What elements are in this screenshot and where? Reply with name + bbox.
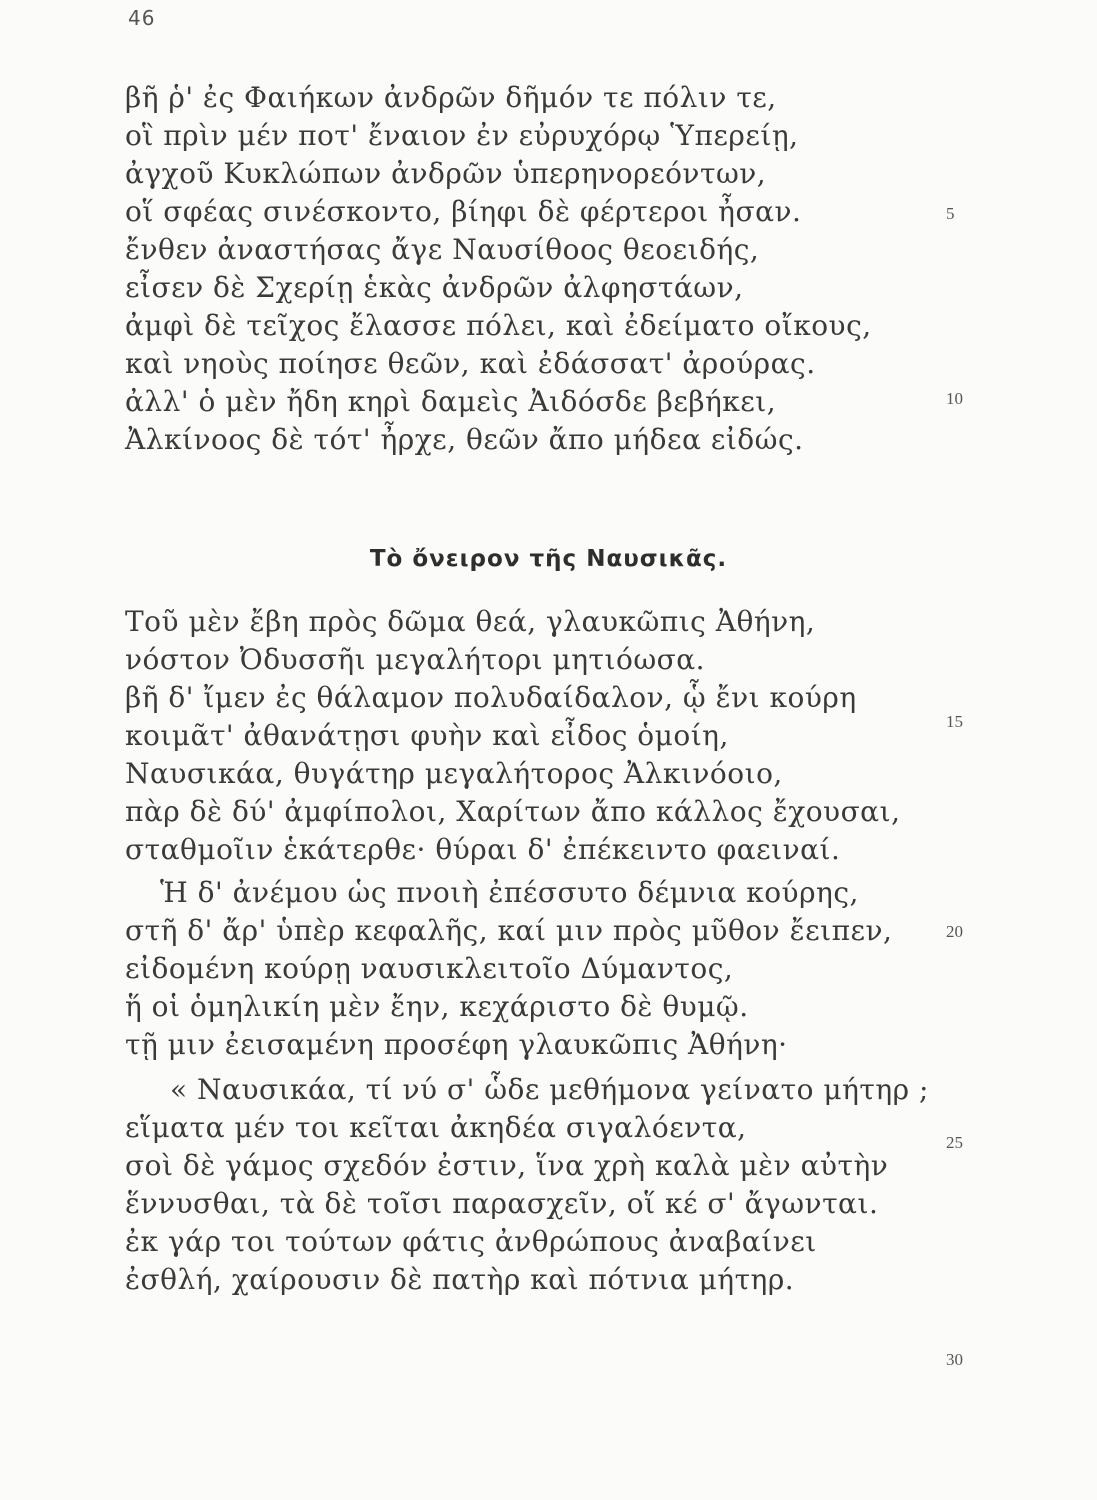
verse-line: ἕννυσθαι, τὰ δὲ τοῖσι παρασχεῖν, οἵ κέ σ' ἄγωνται. [125,1187,879,1220]
verse-line: σταθμοῖιν ἑκάτερθε· θύραι δ' ἐπέκειντο φαειναί. [125,833,841,866]
verse-line: νόστον Ὀδυσσῆι μεγαλήτορι μητιόωσα. [125,643,706,676]
verse-line: Τοῦ μὲν ἔβη πρὸς δῶμα θεά, γλαυκῶπις Ἀθήνη, [125,605,816,638]
verse-line: ἀγχοῦ Κυκλώπων ἀνδρῶν ὑπερηνορεόντων, [125,157,767,190]
verse-line: Ἀλκίνοος δὲ τότ' ἦρχε, θεῶν ἄπο μήδεα εἰδώς. [125,423,804,456]
verse-line: ἥ οἱ ὁμηλικίη μὲν ἔην, κεχάριστο δὲ θυμῷ. [125,990,749,1023]
verse-line: βῆ δ' ἴμεν ἐς θάλαμον πολυδαίδαλον, ᾧ ἔνι κούρη [125,681,857,714]
line-number: 20 [946,922,963,941]
verse-line: εἶσεν δὲ Σχερίῃ ἑκὰς ἀνδρῶν ἀλφηστάων, [125,271,744,304]
verse-line: ἀμφὶ δὲ τεῖχος ἔλασσε πόλει, καὶ ἐδείματο οἴκους, [125,309,872,342]
verse-line: καὶ νηοὺς ποίησε θεῶν, καὶ ἐδάσσατ' ἀρούρας. [125,347,816,380]
verse-line: ἀλλ' ὁ μὲν ἤδη κηρὶ δαμεὶς Ἀιδόσδε βεβήκει, [125,385,777,418]
verse-line: ἐκ γάρ τοι τούτων φάτις ἀνθρώπους ἀναβαίνει [125,1225,817,1258]
verse-line: σοὶ δὲ γάμος σχεδόν ἐστιν, ἵνα χρὴ καλὰ μὲν αὐτὴν [125,1149,889,1182]
verse-line: εἵματα μέν τοι κεῖται ἀκηδέα σιγαλόεντα, [125,1111,747,1144]
line-number: 5 [946,204,955,223]
verse-line: οἵ σφέας σινέσκοντο, βίηφι δὲ φέρτεροι ἦσαν. [125,195,802,228]
page-number: 46 [128,6,156,30]
line-number: 30 [946,1350,963,1369]
line-number: 10 [946,389,963,408]
line-number: 15 [946,712,963,731]
section-heading: Τὸ ὄνειρον τῆς Ναυσικᾶς. [369,546,728,572]
verse-line: κοιμᾶτ' ἀθανάτῃσι φυὴν καὶ εἶδος ὁμοίη, [125,719,729,752]
verse-line: Ναυσικάα, θυγάτηρ μεγαλήτορος Ἀλκινόοιο, [125,757,783,790]
verse-line: Ἡ δ' ἀνέμου ὡς πνοιὴ ἐπέσσυτο δέμνια κούρης, [160,876,859,909]
verse-line: τῇ μιν ἐεισαμένη προσέφη γλαυκῶπις Ἀθήνη· [125,1028,788,1061]
verse-line: « Ναυσικάα, τί νύ σ' ὧδε μεθήμονα γείνατο μήτηρ ; [170,1073,929,1106]
verse-line: πὰρ δὲ δύ' ἀμφίπολοι, Χαρίτων ἄπο κάλλος ἔχουσαι, [125,795,901,828]
verse-line: στῆ δ' ἄρ' ὑπὲρ κεφαλῆς, καί μιν πρὸς μῦθον ἔειπεν, [125,914,893,947]
verse-line: βῆ ῥ' ἐς Φαιήκων ἀνδρῶν δῆμόν τε πόλιν τε, [125,81,777,114]
verse-line: ἔνθεν ἀναστήσας ἄγε Ναυσίθοος θεοειδής, [125,233,760,266]
verse-line: εἰδομένη κούρῃ ναυσικλειτοῖο Δύμαντος, [125,952,734,985]
verse-line: ἐσθλή, χαίρουσιν δὲ πατὴρ καὶ πότνια μήτηρ. [125,1263,795,1296]
verse-line: οἳ πρὶν μέν ποτ' ἔναιον ἐν εὐρυχόρῳ Ὑπερείῃ, [125,119,799,152]
line-number: 25 [946,1133,963,1152]
